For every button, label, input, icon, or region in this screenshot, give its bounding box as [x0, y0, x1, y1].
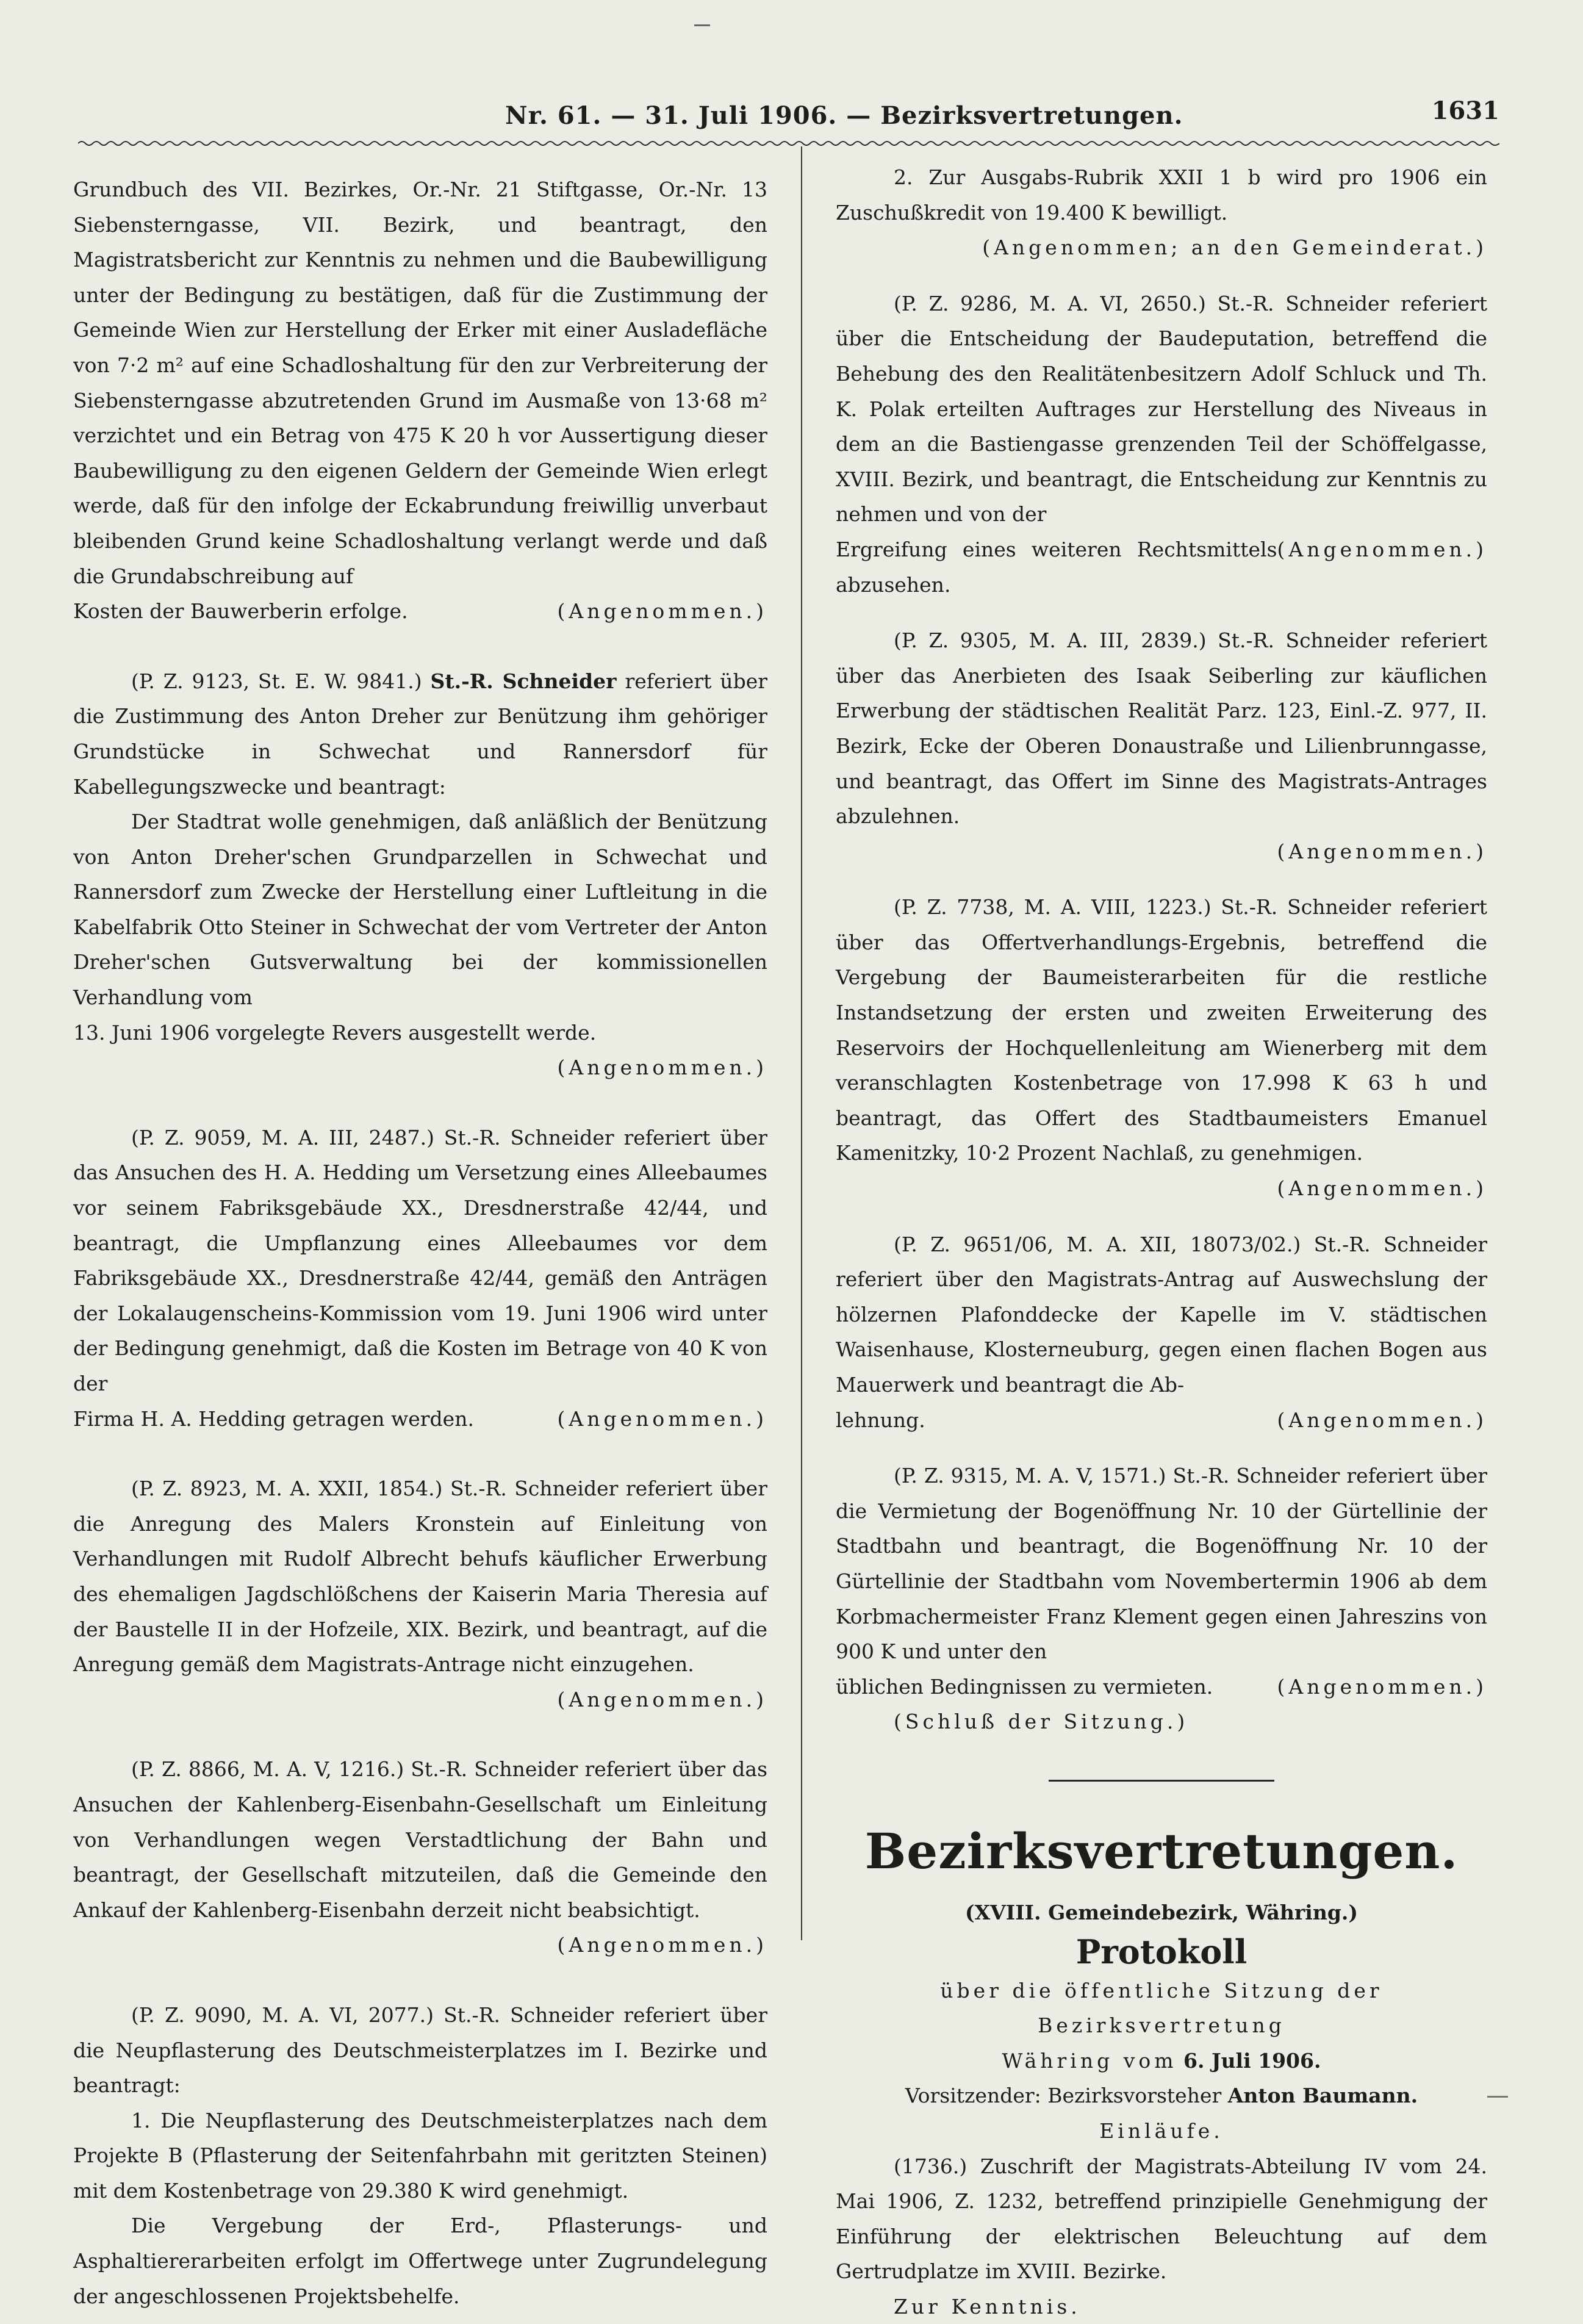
protokoll-heading: Protokoll — [1075, 1932, 1247, 1971]
entry-1736-text: (1736.) Zuschrift der Magistrats-Abteilung IV vom 24. Mai 1906, Z. 1232, betreffend prinzipielle Genehmigung der Einführung der elektrischen Beleuchtung auf dem Gertrudplatze im XVIII. Bezirke. — [836, 2154, 1487, 2284]
section-rule — [1049, 1780, 1274, 1782]
item-9090-point-1b: Die Vergebung der Erd-, Pflasterungs- und Asphaltiererarbeiten erfolgt im Offertwege unter Zugrundelegung der angeschlossenen Projektsbehelfe. — [73, 2214, 767, 2308]
item-9059-text: (P. Z. 9059, M. A. III, 2487.) St.-R. Schneider referiert über das Ansuchen des H. A. Hedding um Versetzung eines Alleebaumes vor seinem Fabriksgebäude XX., Dresdnerstraße 42/44, und beantragt, die Umpflanzung eines Alleebaumes vor dem Fabriksgebäude XX., Dresdnerstraße 42/44, gemäß den Anträgen der Lokalaugenscheins-Kommission vom 19. Juni 1906 wird unter der Bedingung genehmigt, daß die Kosten im Betrage von 40 K von der — [73, 1125, 767, 1395]
item-9123-motion-end: 13. Juni 1906 vorgelegte Revers ausgestellt werde. — [73, 1020, 597, 1045]
column-divider — [801, 146, 802, 1940]
item-9090-point-1: 1. Die Neupflasterung des Deutschmeisterplatzes nach dem Projekte B (Pflasterung der Seitenfahrbahn mit geritzten Steinen) mit dem Kostenbetrage von 29.380 K wird genehmigt. — [73, 2108, 767, 2203]
status-accepted-council: (Angenommen; an den Gemeinderat.) — [982, 236, 1487, 260]
item-9123-text: referiert über die Zustimmung des Anton Dreher zur Benützung ihm gehöriger Grundstücke in Schwechat und Rannersdorf für Kabellegungszwecke und beantragt: — [73, 669, 767, 799]
item-9123-motion: Der Stadtrat wolle genehmigen, daß anläßlich der Benützung von Anton Dreher'schen Grundparzellen in Schwechat und Rannersdorf zum Zwecke der Herstellung einer Luftleitung in die Kabelfabrik Otto Steiner in Schwechat der vom Vertreter der Anton Dreher'schen Gutsverwaltung bei der kommissionellen Verhandlung vom — [73, 810, 767, 1010]
item-9315-last-line: üblichen Bedingnissen zu vermieten. — [836, 1674, 1213, 1699]
right-column — [836, 160, 1487, 2324]
item-9123-rapporteur: St.-R. Schneider — [430, 669, 617, 693]
status-accepted: (Angenommen.) — [1277, 1674, 1487, 1699]
district-line: (XVIII. Gemeindebezirk, Währing.) — [964, 1900, 1359, 1924]
item-continuation-text: Grundbuch des VII. Bezirkes, Or.-Nr. 21 Stiftgasse, Or.-Nr. 13 Siebensterngasse, VII. Bezirk, und beantragt, den Magistratsbericht zur Kenntnis zu nehmen und die Baubewilligung unter der Bedingung zu bestätigen, daß für die Zustimmung der Gemeinde Wien zur Herstellung der Erker mit einer Ausladefläche von 7·2 m² auf eine Schadloshaltung für den zur Verbreiterung der Siebensterngasse abzutretenden Grund im Ausmaße von 13·68 m² verzichtet und ein Betrag von 475 K 20 h vor Aussertigung dieser Baubewilligung zu den eigenen Geldern der Gemeinde Wien erlegt werde, daß für den infolge der Eckabrundung freiwillig unverbaut bleibenden Grund keine Schadloshaltung verlangt werde und daß die Grundabschreibung auf — [73, 178, 767, 588]
left-column — [73, 172, 767, 2314]
status-accepted: (Angenommen.) — [557, 1933, 767, 1957]
item-9651-last-line: lehnung. — [836, 1408, 925, 1432]
item-9305-text: (P. Z. 9305, M. A. III, 2839.) St.-R. Schneider referiert über das Anerbieten des Isaak Seiberling zur käuflichen Erwerbung der städtischen Realität Parz. 123, Einl.-Z. 977, II. Bezirk, Ecke der Oberen Donaustraße und Lilienbrunngasse, und beantragt, das Offert im Sinne des Magistrats-Antrages abzulehnen. — [836, 628, 1487, 829]
status-accepted: (Angenommen.) — [557, 599, 767, 624]
status-accepted: (Angenommen.) — [557, 1687, 767, 1711]
item-9123-ref: (P. Z. 9123, St. E. W. 9841.) — [131, 669, 422, 693]
item-9286-end — [836, 532, 1487, 602]
status-accepted: (Angenommen.) — [1277, 839, 1487, 863]
chair-name: Anton Baumann. — [1227, 2084, 1418, 2108]
item-9651-text: (P. Z. 9651/06, M. A. XII, 18073/02.) St.-R. Schneider referiert über den Magistrats-Antrag auf Auswechslung der hölzernen Plafonddecke der Kapelle im V. städtischen Waisenhause, Klosterneuburg, gegen einen flachen Bogen aus Mauerwerk und beantragt die Ab- — [836, 1232, 1487, 1397]
status-accepted: (Angenommen.) — [1277, 1176, 1487, 1201]
item-9090-text: (P. Z. 9090, M. A. VI, 2077.) St.-R. Schneider referiert über die Neupflasterung des Deutschmeisterplatzes im I. Bezirke und beantragt: — [73, 2002, 767, 2098]
header-wavy-rule — [78, 139, 1499, 148]
item-9651-end — [836, 1403, 1487, 1438]
session-closing: (Schluß der Sitzung.) — [894, 1710, 1189, 1734]
item-continuation-end — [73, 594, 767, 629]
session-line-2 — [836, 2043, 1487, 2079]
session-line-1: über die öffentliche Sitzung der Bezirksvertretung — [940, 1978, 1383, 2038]
entry-1736-decision: Zur Kenntnis. — [894, 2294, 1081, 2319]
page-number: 1631 — [1431, 96, 1499, 125]
running-header — [78, 96, 1499, 133]
item-8923-text: (P. Z. 8923, M. A. XXII, 1854.) St.-R. Schneider referiert über die Anregung des Malers Kronstein auf Einleitung von Verhandlungen mit Rudolf Albrecht behufs käuflicher Erwerbung des ehemaligen Jagdschlößchens der Kaiserin Maria Theresia auf der Baustelle II in der Hofzeile, XIX. Bezirk, und beantragt, auf die Anregung gemäß dem Magistrats-Antrage nicht einzugehen. — [73, 1477, 767, 1677]
item-9090-point-2: 2. Zur Ausgabs-Rubrik XXII 1 b wird pro 1906 ein Zuschußkredit von 19.400 K bewilligt. — [836, 165, 1487, 225]
item-9315-text: (P. Z. 9315, M. A. V, 1571.) St.-R. Schneider referiert über die Vermietung der Bogenöffnung Nr. 10 der Gürtellinie der Stadtbahn und beantragt, die Bogenöffnung Nr. 10 der Gürtellinie der Stadtbahn vom Novembertermin 1906 ab dem Korbmachermeister Franz Klement gegen einen Jahreszins von 900 K und unter den — [836, 1464, 1487, 1664]
item-9286-last-line: Ergreifung eines weiteren Rechtsmittels abzusehen. — [836, 537, 1277, 597]
chair-line — [836, 2078, 1487, 2114]
item-9286-text: (P. Z. 9286, M. A. VI, 2650.) St.-R. Schneider referiert über die Entscheidung der Baudeputation, betreffend die Behebung des den Realitätenbesitzern Adolf Schluck und Th. K. Polak erteilten Auftrages zur Herstellung des Niveaus in dem an die Bastiengasse grenzenden Teil der Schöffelgasse, XVIII. Bezirk, und beantragt, die Entscheidung zur Kenntnis zu nehmen und von der — [836, 291, 1487, 527]
status-accepted: (Angenommen.) — [557, 1056, 767, 1080]
header-title: Nr. 61. — 31. Juli 1906. — Bezirksvertretungen. — [505, 101, 1183, 130]
status-accepted: (Angenommen.) — [557, 1406, 767, 1431]
chair-title: Vorsitzender: Bezirksvorsteher — [905, 2084, 1222, 2108]
status-accepted: (Angenommen.) — [1277, 537, 1487, 561]
top-print-mark — [694, 24, 710, 26]
session-date: 6. Juli 1906. — [1183, 2048, 1321, 2073]
bottom-print-mark — [1487, 2096, 1508, 2098]
einlaeufe-heading: Einläufe. — [1099, 2118, 1224, 2143]
item-9059-end — [73, 1401, 767, 1437]
item-9315-end — [836, 1669, 1487, 1705]
section-heading: Bezirksvertretungen. — [864, 1822, 1459, 1880]
item-9123 — [73, 664, 767, 804]
session-place: Währing vom — [1002, 2048, 1177, 2073]
item-9059-last-line: Firma H. A. Hedding getragen werden. — [73, 1406, 474, 1431]
item-8866-text: (P. Z. 8866, M. A. V, 1216.) St.-R. Schneider referiert über das Ansuchen der Kahlenberg-Eisenbahn-Gesellschaft um Einleitung von Verhandlungen wegen Verstadtlichung der Bahn und beantragt, der Gesellschaft mitzuteilen, daß die Gemeinde den Ankauf der Kahlenberg-Eisenbahn derzeit nicht beabsichtigt. — [73, 1757, 767, 1922]
item-continuation-last-line: Kosten der Bauwerberin erfolge. — [73, 599, 408, 624]
item-7738-text: (P. Z. 7738, M. A. VIII, 1223.) St.-R. Schneider referiert über das Offertverhandlungs-Ergebnis, betreffend die Vergebung der Baumeisterarbeiten für die restliche Instandsetzung der ersten und zweiten Erweiterung des Reservoirs der Hochquellenleitung am Wienerberg mit dem veranschlagten Kostenbetrage von 17.998 K 63 h und beantragt, das Offert des Stadtbaumeisters Emanuel Kamenitzky, 10·2 Prozent Nachlaß, zu genehmigen. — [836, 895, 1487, 1165]
status-accepted: (Angenommen.) — [1277, 1408, 1487, 1432]
